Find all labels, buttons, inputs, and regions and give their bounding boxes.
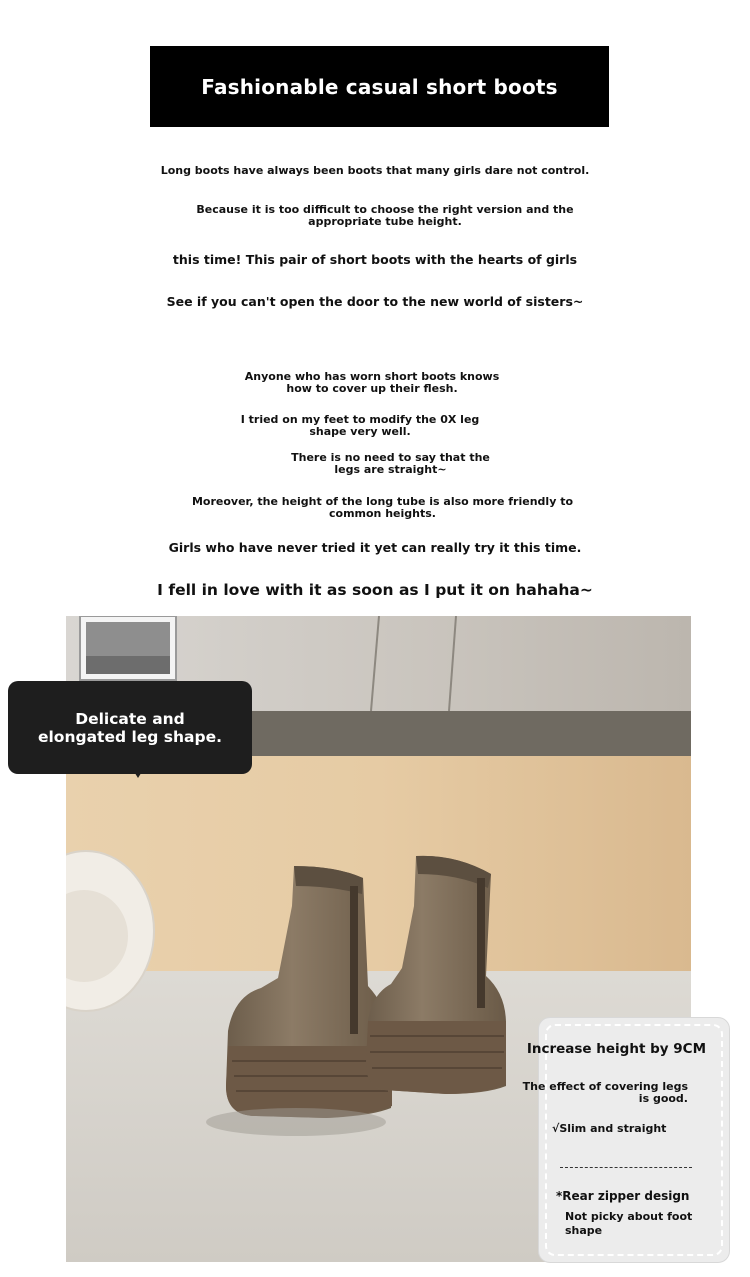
detail-line-3: There is no need to say that the legs are straight~ — [291, 451, 490, 476]
detail-line-4: Moreover, the height of the long tube is also more friendly to common heights. — [191, 495, 574, 520]
intro-line-3: this time! This pair of short boots with the hearts of girls — [172, 252, 578, 267]
page-title-banner — [150, 46, 609, 127]
feature-foot-shape: Not picky about foot shape — [565, 1210, 693, 1237]
feature-height-title: Increase height by 9CM — [526, 1041, 706, 1057]
feature-zipper: *Rear zipper design — [556, 1189, 690, 1203]
detail-line-1: Anyone who has worn short boots knows how to cover up their flesh. — [244, 370, 500, 395]
detail-line-2: I tried on my feet to modify the 0X leg shape very well. — [240, 413, 480, 438]
intro-line-1: Long boots have always been boots that many girls dare not control. — [160, 164, 590, 177]
leg-shape-callout — [8, 681, 252, 774]
page-title: Fashionable casual short boots — [201, 74, 558, 99]
feature-slim: √Slim and straight — [552, 1122, 667, 1135]
intro-line-2: Because it is too difficult to choose the right version and the appropriate tube height. — [196, 203, 574, 228]
intro-line-4: See if you can't open the door to the new world of sisters~ — [166, 294, 584, 309]
detail-line-5: Girls who have never tried it yet can really try it this time. — [168, 540, 582, 555]
callout-text: Delicate and elongated leg shape. — [37, 709, 222, 746]
feature-divider — [560, 1167, 692, 1168]
callout-pointer — [133, 770, 143, 778]
feature-cover-legs: The effect of covering legs is good. — [522, 1080, 688, 1105]
detail-line-6: I fell in love with it as soon as I put it on hahaha~ — [157, 581, 593, 599]
